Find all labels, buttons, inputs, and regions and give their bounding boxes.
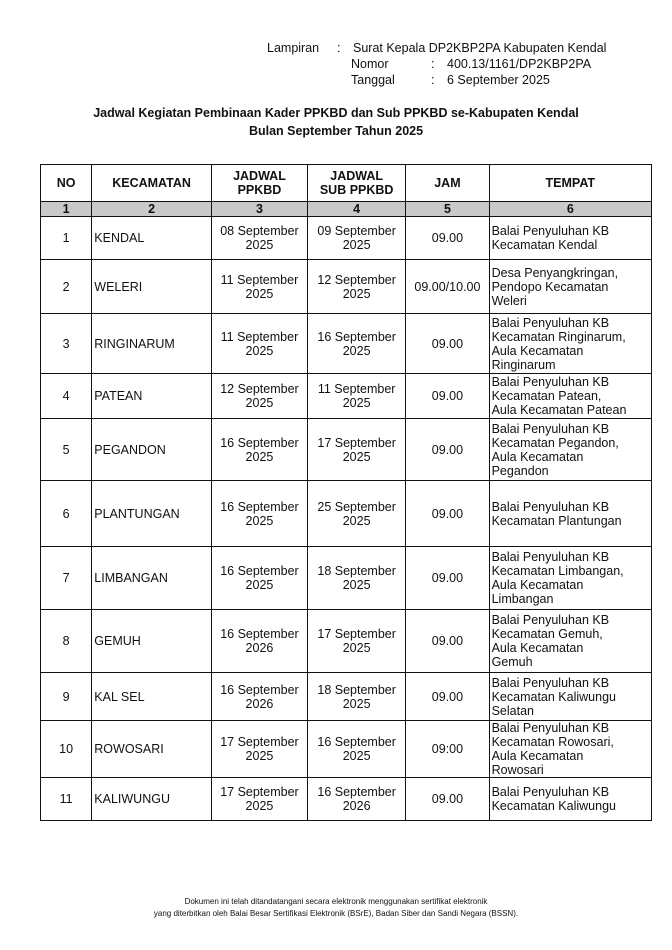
sub-year: 2025 (342, 396, 371, 410)
row-jam (406, 481, 489, 547)
ppkbd-date: 11 September (220, 329, 299, 344)
tempat-line: Kecamatan Pegandon, (491, 435, 619, 450)
tempat-line: Aula Kecamatan (491, 749, 584, 763)
row-no (41, 217, 92, 260)
row-no-text: 2 (62, 279, 70, 294)
tempat-line: Aula Kecamatan Patean (491, 403, 627, 417)
row-no (41, 419, 92, 481)
row-no-text: 10 (59, 742, 74, 756)
table-row (41, 721, 652, 778)
nomor-row (267, 56, 606, 72)
tempat-line: Balai Penyuluhan KB (491, 224, 610, 238)
sub-year: 2025 (342, 286, 371, 301)
row-kecamatan (92, 260, 212, 314)
row-no (41, 481, 92, 547)
header-tempat: TEMPAT (489, 165, 651, 202)
row-jadwal-ppkbd (211, 260, 307, 314)
row-jadwal-ppkbd (211, 217, 307, 260)
index-row (41, 202, 652, 217)
table-row (41, 217, 652, 260)
document-title (0, 104, 672, 140)
row-jadwal-sub-ppkbd (308, 419, 406, 481)
tempat-line: Balai Penyuluhan KB (491, 375, 610, 389)
lampiran-label: Lampiran (267, 41, 320, 55)
row-no-text: 6 (62, 506, 70, 521)
row-no (41, 260, 92, 314)
header-no: NO (41, 165, 92, 202)
ppkbd-year: 2025 (245, 396, 274, 410)
row-jadwal-ppkbd (211, 673, 307, 721)
tempat-line: Balai Penyuluhan KB (491, 721, 610, 735)
sub-date: 11 September (317, 382, 396, 396)
row-kecamatan-text: KENDAL (94, 231, 145, 245)
row-no-text: 8 (62, 634, 70, 648)
tempat-line: Balai Penyuluhan KB (491, 785, 610, 799)
sub-year: 2025 (342, 343, 371, 358)
row-jadwal-ppkbd (211, 374, 307, 419)
tempat-line: Balai Penyuluhan KB (491, 499, 610, 514)
row-kecamatan-text: PATEAN (94, 389, 143, 403)
row-jam-text: 09.00 (431, 634, 464, 648)
header-jadwal-sub-line1: JADWAL (330, 169, 384, 183)
row-jam-text: 09.00 (431, 792, 464, 806)
sub-date: 16 September (317, 329, 396, 344)
row-jadwal-sub-ppkbd (308, 610, 406, 673)
sub-date: 25 September (317, 499, 396, 514)
row-jadwal-sub-ppkbd (308, 778, 406, 821)
lampiran-surat: Surat Kepala DP2KBP2PA Kabupaten Kendal (353, 41, 607, 55)
nomor-value: 400.13/1161/DP2KBP2PA (447, 57, 592, 71)
row-jadwal-ppkbd (211, 419, 307, 481)
row-kecamatan (92, 374, 212, 419)
table-body (41, 217, 652, 821)
row-kecamatan (92, 673, 212, 721)
row-kecamatan-text: PLANTUNGAN (94, 506, 180, 521)
row-kecamatan-text: KALIWUNGU (94, 792, 170, 806)
sub-date: 09 September (317, 224, 396, 238)
index-cell: 3 (211, 202, 307, 217)
tanggal-label: Tanggal (351, 73, 395, 87)
row-jadwal-sub-ppkbd (308, 374, 406, 419)
row-jadwal-ppkbd (211, 721, 307, 778)
header-jadwal-sub-ppkbd (308, 165, 406, 202)
ppkbd-year: 2025 (245, 449, 274, 464)
sub-year: 2025 (342, 513, 371, 528)
row-kecamatan-text: RINGINARUM (94, 336, 175, 351)
table-row (41, 481, 652, 547)
header-jadwal-ppkbd (211, 165, 307, 202)
row-jam (406, 217, 489, 260)
row-kecamatan-text: ROWOSARI (94, 742, 164, 756)
tempat-line: Kecamatan Limbangan, (491, 564, 624, 578)
sub-year: 2025 (342, 238, 371, 252)
tempat-line: Balai Penyuluhan KB (491, 421, 610, 436)
tempat-line: Weleri (491, 293, 527, 308)
row-tempat (489, 217, 651, 260)
row-jam (406, 260, 489, 314)
header-row (41, 165, 652, 202)
row-jam-text: 09.00 (431, 442, 464, 457)
row-no (41, 721, 92, 778)
row-jadwal-sub-ppkbd (308, 673, 406, 721)
row-kecamatan-text: KAL SEL (94, 689, 145, 704)
sub-date: 17 September (317, 435, 396, 450)
ppkbd-date: 16 September (220, 435, 299, 450)
row-kecamatan (92, 721, 212, 778)
row-kecamatan (92, 547, 212, 610)
tanggal-value: 6 September 2025 (447, 73, 550, 87)
row-jam-text: 09.00 (431, 689, 464, 704)
ppkbd-year: 2025 (245, 578, 274, 592)
index-cell: 5 (406, 202, 489, 217)
tempat-line: Desa Penyangkringan, (491, 265, 619, 280)
tempat-line: Kecamatan Patean, (491, 389, 602, 403)
tempat-line: Kecamatan Kendal (491, 238, 598, 252)
row-no-text: 3 (62, 336, 70, 351)
table-row (41, 314, 652, 374)
row-no (41, 314, 92, 374)
tempat-line: Kecamatan Kaliwungu (491, 799, 616, 813)
sub-date: 16 September (317, 735, 396, 749)
row-no-text: 7 (62, 571, 70, 585)
lampiran-block (267, 40, 606, 88)
row-jadwal-ppkbd (211, 547, 307, 610)
row-jam (406, 610, 489, 673)
table-row (41, 673, 652, 721)
schedule-table (40, 164, 652, 821)
header-kecamatan: KECAMATAN (92, 165, 212, 202)
row-jadwal-sub-ppkbd (308, 260, 406, 314)
row-tempat (489, 374, 651, 419)
ppkbd-date: 16 September (220, 682, 299, 697)
tanggal-row (267, 72, 606, 88)
row-jam (406, 778, 489, 821)
tempat-line: Kecamatan Ringinarum, (491, 329, 626, 344)
row-no-text: 1 (62, 231, 70, 245)
table-row (41, 374, 652, 419)
ppkbd-year: 2025 (245, 343, 274, 358)
ppkbd-date: 17 September (220, 785, 299, 799)
tempat-line: Kecamatan Rowosari, (491, 735, 614, 749)
sub-year: 2026 (342, 799, 371, 813)
row-jam-text: 09.00 (431, 389, 464, 403)
ppkbd-date: 12 September (220, 382, 299, 396)
tempat-line: Aula Kecamatan (491, 449, 584, 464)
sub-date: 16 September (317, 785, 396, 799)
row-jam (406, 419, 489, 481)
row-tempat (489, 721, 651, 778)
sub-date: 17 September (317, 627, 396, 641)
ppkbd-date: 16 September (220, 499, 299, 514)
row-jam (406, 721, 489, 778)
row-kecamatan-text: PEGANDON (94, 442, 166, 457)
lampiran-row (267, 40, 606, 56)
row-tempat (489, 610, 651, 673)
sub-year: 2025 (342, 449, 371, 464)
tempat-line: Ringinarum (491, 357, 556, 372)
ppkbd-date: 16 September (220, 564, 299, 578)
table-row (41, 260, 652, 314)
row-kecamatan-text: LIMBANGAN (94, 571, 168, 585)
row-jadwal-ppkbd (211, 610, 307, 673)
row-jam (406, 314, 489, 374)
row-jam (406, 547, 489, 610)
row-kecamatan (92, 481, 212, 547)
row-jam-text: 09:00 (431, 742, 464, 756)
tempat-line: Aula Kecamatan (491, 343, 584, 358)
lampiran-colon: : (337, 41, 341, 55)
row-kecamatan (92, 314, 212, 374)
ppkbd-year: 2025 (245, 286, 274, 301)
tempat-line: Kecamatan Kaliwungu (491, 689, 616, 704)
tempat-line: Limbangan (491, 592, 554, 606)
header-jam: JAM (406, 165, 489, 202)
header-jadwal-sub-line2: SUB PPKBD (319, 183, 394, 197)
tempat-line: Gemuh (491, 655, 533, 669)
row-kecamatan (92, 778, 212, 821)
tempat-line: Balai Penyuluhan KB (491, 613, 610, 627)
row-no (41, 374, 92, 419)
ppkbd-year: 2025 (245, 749, 274, 763)
title-line-2: Bulan September Tahun 2025 (248, 124, 424, 138)
row-kecamatan-text: GEMUH (94, 634, 141, 648)
tempat-line: Aula Kecamatan (491, 578, 584, 592)
row-jam-text: 09.00 (431, 336, 464, 351)
row-jam-text: 09.00/10.00 (414, 279, 481, 294)
row-tempat (489, 547, 651, 610)
index-cell: 2 (92, 202, 212, 217)
tempat-line: Balai Penyuluhan KB (491, 315, 610, 330)
row-jam-text: 09.00 (431, 231, 464, 245)
sub-year: 2025 (342, 749, 371, 763)
row-no-text: 11 (59, 792, 73, 806)
ppkbd-year: 2026 (245, 696, 274, 711)
row-kecamatan (92, 610, 212, 673)
index-cell: 6 (489, 202, 651, 217)
ppkbd-date: 08 September (220, 224, 299, 238)
ppkbd-year: 2025 (245, 238, 274, 252)
ppkbd-year: 2025 (245, 799, 274, 813)
row-jadwal-sub-ppkbd (308, 721, 406, 778)
footer-line-2: yang diterbitkan oleh Balai Besar Sertifikasi Elektronik (BSrE), Badan Siber dan Sandi Negara (BSSN). (153, 909, 519, 918)
title-line-1: Jadwal Kegiatan Pembinaan Kader PPKBD dan Sub PPKBD se-Kabupaten Kendal (93, 106, 579, 120)
row-jadwal-ppkbd (211, 314, 307, 374)
row-jadwal-ppkbd (211, 778, 307, 821)
row-jadwal-sub-ppkbd (308, 314, 406, 374)
row-jadwal-ppkbd (211, 481, 307, 547)
tempat-line: Balai Penyuluhan KB (491, 675, 610, 690)
table-row (41, 610, 652, 673)
row-jadwal-sub-ppkbd (308, 217, 406, 260)
tempat-line: Pegandon (491, 463, 549, 478)
header-jadwal-ppkbd-line2: PPKBD (237, 183, 282, 197)
row-tempat (489, 778, 651, 821)
ppkbd-year: 2025 (245, 513, 274, 528)
row-tempat (489, 260, 651, 314)
ppkbd-year: 2026 (245, 641, 274, 655)
row-no (41, 673, 92, 721)
nomor-label: Nomor (351, 57, 389, 71)
row-jadwal-sub-ppkbd (308, 481, 406, 547)
row-tempat (489, 481, 651, 547)
row-no-text: 4 (62, 389, 70, 403)
row-tempat (489, 419, 651, 481)
tempat-line: Balai Penyuluhan KB (491, 550, 610, 564)
row-no (41, 610, 92, 673)
sub-year: 2025 (342, 641, 371, 655)
tempat-line: Selatan (491, 703, 534, 718)
tanggal-colon: : (431, 73, 435, 87)
index-cell: 4 (308, 202, 406, 217)
tempat-line: Kecamatan Plantungan (491, 513, 622, 528)
row-jam-text: 09.00 (431, 506, 464, 521)
row-no (41, 778, 92, 821)
sub-year: 2025 (342, 696, 371, 711)
sub-date: 18 September (317, 682, 396, 697)
tempat-line: Kecamatan Gemuh, (491, 627, 603, 641)
table-row (41, 778, 652, 821)
row-jam (406, 673, 489, 721)
sub-year: 2025 (342, 578, 371, 592)
row-kecamatan (92, 419, 212, 481)
row-jam-text: 09.00 (431, 571, 464, 585)
sub-date: 18 September (317, 564, 396, 578)
row-no (41, 547, 92, 610)
row-no-text: 5 (62, 442, 70, 457)
row-tempat (489, 314, 651, 374)
ppkbd-date: 17 September (220, 735, 299, 749)
header-jadwal-ppkbd-line1: JADWAL (233, 169, 286, 183)
row-tempat (489, 673, 651, 721)
tempat-line: Aula Kecamatan (491, 641, 584, 655)
table-row (41, 547, 652, 610)
row-kecamatan (92, 217, 212, 260)
row-jadwal-sub-ppkbd (308, 547, 406, 610)
row-kecamatan-text: WELERI (94, 279, 143, 294)
footer-line-1: Dokumen ini telah ditandatangani secara elektronik menggunakan sertifikat elektronik (184, 897, 488, 906)
sub-date: 12 September (317, 272, 396, 287)
ppkbd-date: 11 September (220, 272, 299, 287)
table-row (41, 419, 652, 481)
tempat-line: Pendopo Kecamatan (491, 279, 609, 294)
index-cell: 1 (41, 202, 92, 217)
row-no-text: 9 (62, 689, 70, 704)
tempat-line: Rowosari (491, 763, 544, 777)
nomor-colon: : (431, 57, 435, 71)
e-signature-note (0, 896, 672, 920)
row-jam (406, 374, 489, 419)
ppkbd-date: 16 September (220, 627, 299, 641)
